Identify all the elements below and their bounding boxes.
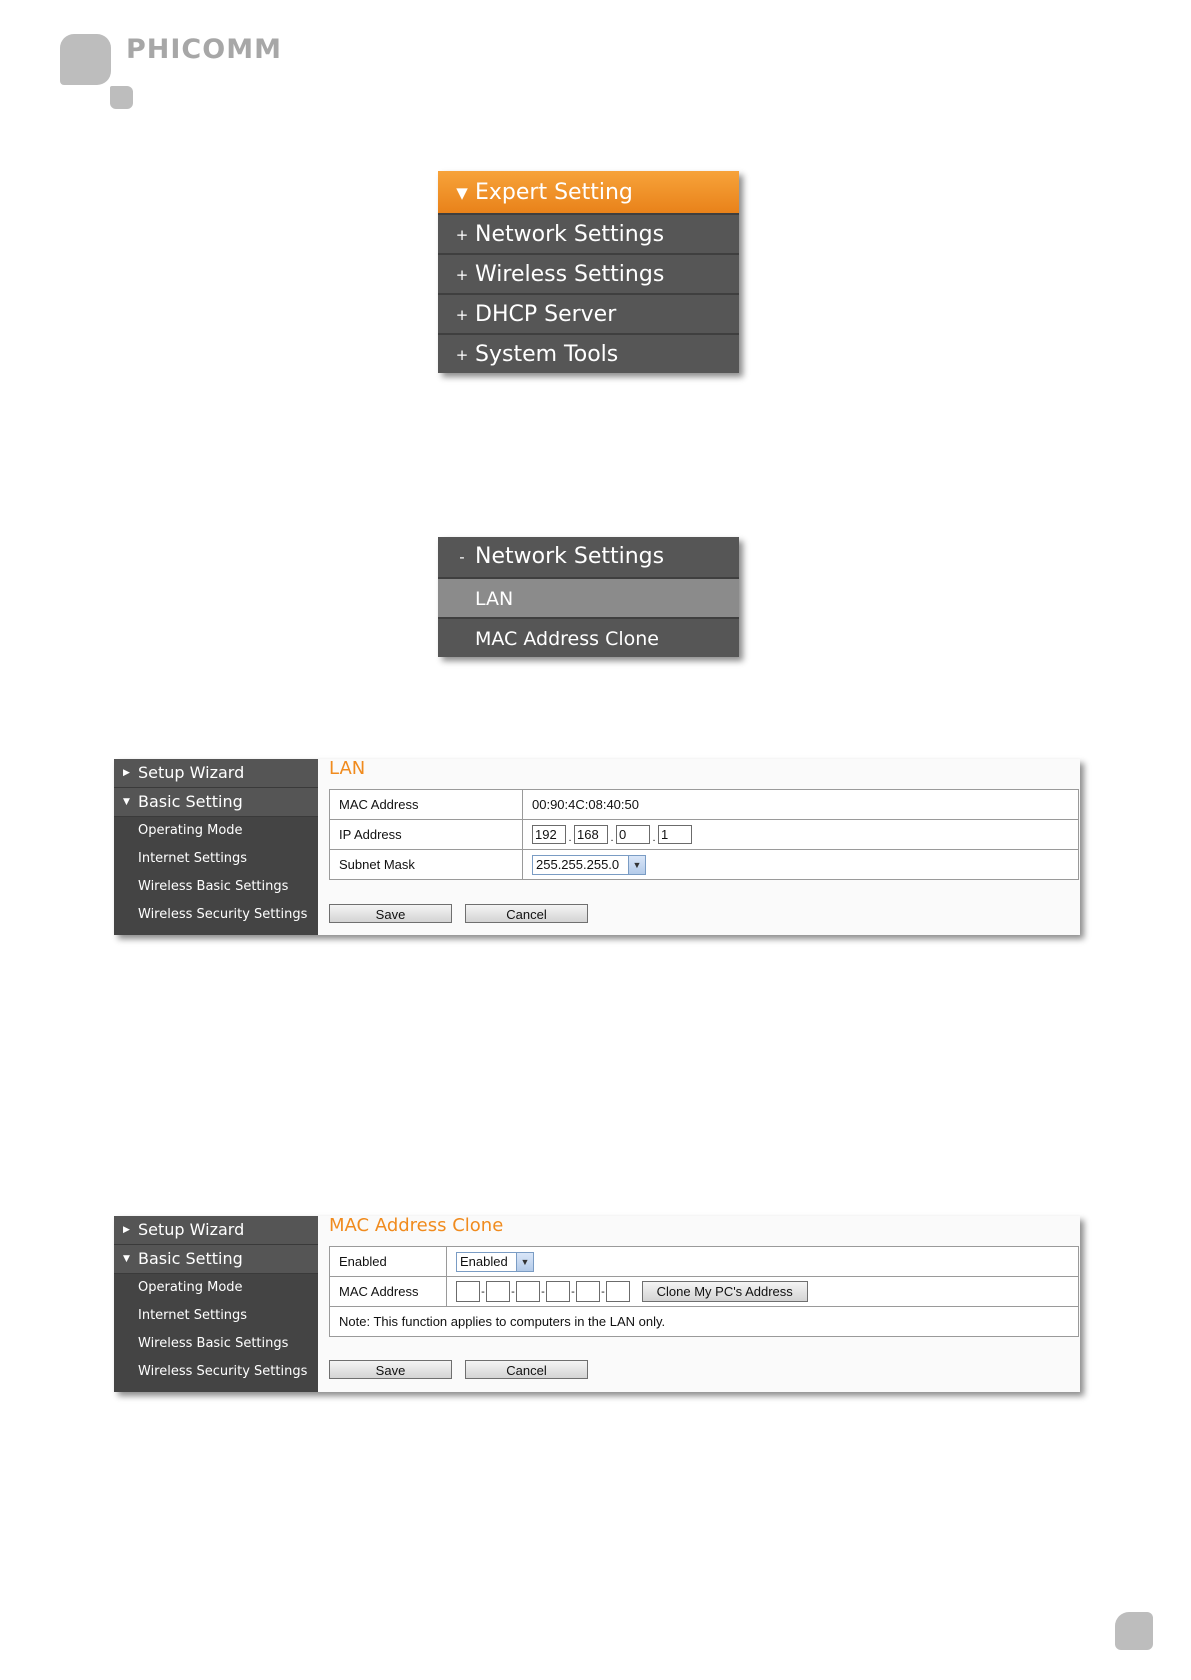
logo-text: PHICOMM	[126, 34, 282, 65]
lan-note: Note: This function applies to computers in the LAN only.	[330, 1307, 1079, 1337]
enabled-select[interactable]	[456, 1252, 534, 1272]
ip-octet-1-input[interactable]: 192	[532, 825, 566, 844]
page-title: LAN	[329, 758, 366, 779]
lan-form-table	[329, 789, 1079, 880]
caret-down-icon: ▼	[456, 184, 468, 202]
menu-item-label: Wireless Settings	[475, 262, 665, 287]
table-row	[330, 1247, 1079, 1277]
sidebar-item-wireless-security-settings[interactable]	[114, 1358, 318, 1386]
sidebar-item-wireless-basic-settings[interactable]	[114, 1330, 318, 1358]
mac-byte-3-input[interactable]	[516, 1281, 540, 1302]
mac-clone-form-table	[329, 1246, 1079, 1337]
menu-item-label: Network Settings	[475, 222, 665, 247]
sidebar-item-internet-settings[interactable]	[114, 1302, 318, 1330]
sidebar-item-label: Wireless Basic Settings	[138, 1336, 289, 1351]
mac-byte-5-input[interactable]	[576, 1281, 600, 1302]
sidebar-item-basic-setting[interactable]	[114, 788, 318, 817]
menu-item-expert-setting[interactable]	[438, 171, 739, 213]
mac-address-value: 00:90:4C:08:40:50	[523, 790, 1079, 820]
sidebar-item-setup-wizard[interactable]	[114, 759, 318, 788]
table-row	[330, 850, 1079, 880]
sidebar	[114, 1216, 318, 1392]
table-row	[330, 790, 1079, 820]
sidebar-item-label: Setup Wizard	[138, 763, 245, 782]
lan-content	[318, 759, 1080, 935]
mac-byte-4-input[interactable]	[546, 1281, 570, 1302]
sidebar-item-wireless-security-settings[interactable]	[114, 901, 318, 929]
mac-clone-content	[318, 1216, 1080, 1392]
mac-address-label: MAC Address	[330, 1277, 447, 1307]
chevron-down-icon: ▼	[628, 856, 645, 874]
submenu-item-label: MAC Address Clone	[475, 628, 659, 650]
mac-address-label: MAC Address	[330, 790, 523, 820]
chevron-down-icon: ▼	[516, 1253, 533, 1271]
table-row	[330, 1277, 1079, 1307]
enabled-value: Enabled	[460, 1253, 508, 1269]
plus-icon: +	[455, 266, 469, 284]
sidebar-item-label: Internet Settings	[138, 1308, 248, 1323]
cancel-button[interactable]: Cancel	[465, 1360, 588, 1379]
sidebar-item-basic-setting[interactable]	[114, 1245, 318, 1274]
sidebar-item-operating-mode[interactable]	[114, 1274, 318, 1302]
caret-right-icon: ▶	[123, 1225, 130, 1235]
sidebar-item-operating-mode[interactable]	[114, 817, 318, 845]
plus-icon: +	[455, 306, 469, 324]
sidebar-item-label: Operating Mode	[138, 1280, 243, 1295]
menu-item-wireless-settings[interactable]	[438, 253, 739, 293]
sidebar-item-label: Setup Wizard	[138, 1220, 245, 1239]
ip-address-cell: 192 . 168 . 0 . 1	[523, 820, 1079, 850]
ip-octet-2-input[interactable]: 168	[574, 825, 608, 844]
corner-logo-mark	[1115, 1612, 1153, 1650]
submenu-item-lan[interactable]	[438, 577, 739, 617]
ip-octet-4-input[interactable]: 1	[658, 825, 692, 844]
sidebar-item-internet-settings[interactable]	[114, 845, 318, 873]
submenu-item-label: LAN	[475, 588, 514, 610]
sidebar-item-label: Basic Setting	[138, 792, 243, 811]
save-button[interactable]: Save	[329, 1360, 452, 1379]
page-title: MAC Address Clone	[329, 1215, 504, 1236]
logo-mark-small	[110, 86, 133, 109]
plus-icon: +	[455, 346, 469, 364]
subnet-mask-value: 255.255.255.0	[536, 856, 620, 872]
enabled-cell	[447, 1247, 1079, 1277]
network-settings-menu	[438, 537, 739, 657]
menu-item-network-settings[interactable]	[438, 213, 739, 253]
mac-clone-panel	[114, 1216, 1080, 1392]
plus-icon: +	[455, 226, 469, 244]
sidebar-item-label: Internet Settings	[138, 851, 248, 866]
sidebar-item-label: Wireless Security Settings	[138, 907, 308, 922]
lan-settings-panel	[114, 759, 1080, 935]
subnet-mask-cell	[523, 850, 1079, 880]
sidebar-item-wireless-basic-settings[interactable]	[114, 873, 318, 901]
logo-mark-large	[60, 34, 111, 85]
caret-down-icon: ▼	[123, 1254, 130, 1264]
menu-item-dhcp-server[interactable]	[438, 293, 739, 333]
mac-byte-1-input[interactable]	[456, 1281, 480, 1302]
sidebar-item-label: Wireless Security Settings	[138, 1364, 308, 1379]
menu-item-network-settings-expanded[interactable]	[438, 537, 739, 577]
sidebar	[114, 759, 318, 935]
save-button[interactable]: Save	[329, 904, 452, 923]
ip-address-label: IP Address	[330, 820, 523, 850]
caret-down-icon: ▼	[123, 797, 130, 807]
subnet-mask-select[interactable]	[532, 855, 646, 875]
menu-item-label: Expert Setting	[475, 180, 633, 205]
subnet-mask-label: Subnet Mask	[330, 850, 523, 880]
mac-byte-2-input[interactable]	[486, 1281, 510, 1302]
table-row	[330, 820, 1079, 850]
menu-item-label: Network Settings	[475, 544, 665, 569]
enabled-label: Enabled	[330, 1247, 447, 1277]
mac-byte-6-input[interactable]	[606, 1281, 630, 1302]
minus-icon: -	[459, 548, 465, 566]
table-row	[330, 1307, 1079, 1337]
caret-right-icon: ▶	[123, 768, 130, 778]
phicomm-logo	[60, 34, 320, 114]
menu-item-label: System Tools	[475, 342, 619, 367]
submenu-item-mac-address-clone[interactable]	[438, 617, 739, 657]
menu-item-label: DHCP Server	[475, 302, 617, 327]
sidebar-item-label: Wireless Basic Settings	[138, 879, 289, 894]
clone-pc-address-button[interactable]: Clone My PC's Address	[642, 1281, 808, 1302]
ip-octet-3-input[interactable]: 0	[616, 825, 650, 844]
sidebar-item-label: Basic Setting	[138, 1249, 243, 1268]
menu-item-system-tools[interactable]	[438, 333, 739, 373]
cancel-button[interactable]: Cancel	[465, 904, 588, 923]
sidebar-item-label: Operating Mode	[138, 823, 243, 838]
mac-address-cell: - - - - - Clone My PC's Address	[447, 1277, 1079, 1307]
sidebar-item-setup-wizard[interactable]	[114, 1216, 318, 1245]
expert-setting-menu	[438, 171, 739, 373]
